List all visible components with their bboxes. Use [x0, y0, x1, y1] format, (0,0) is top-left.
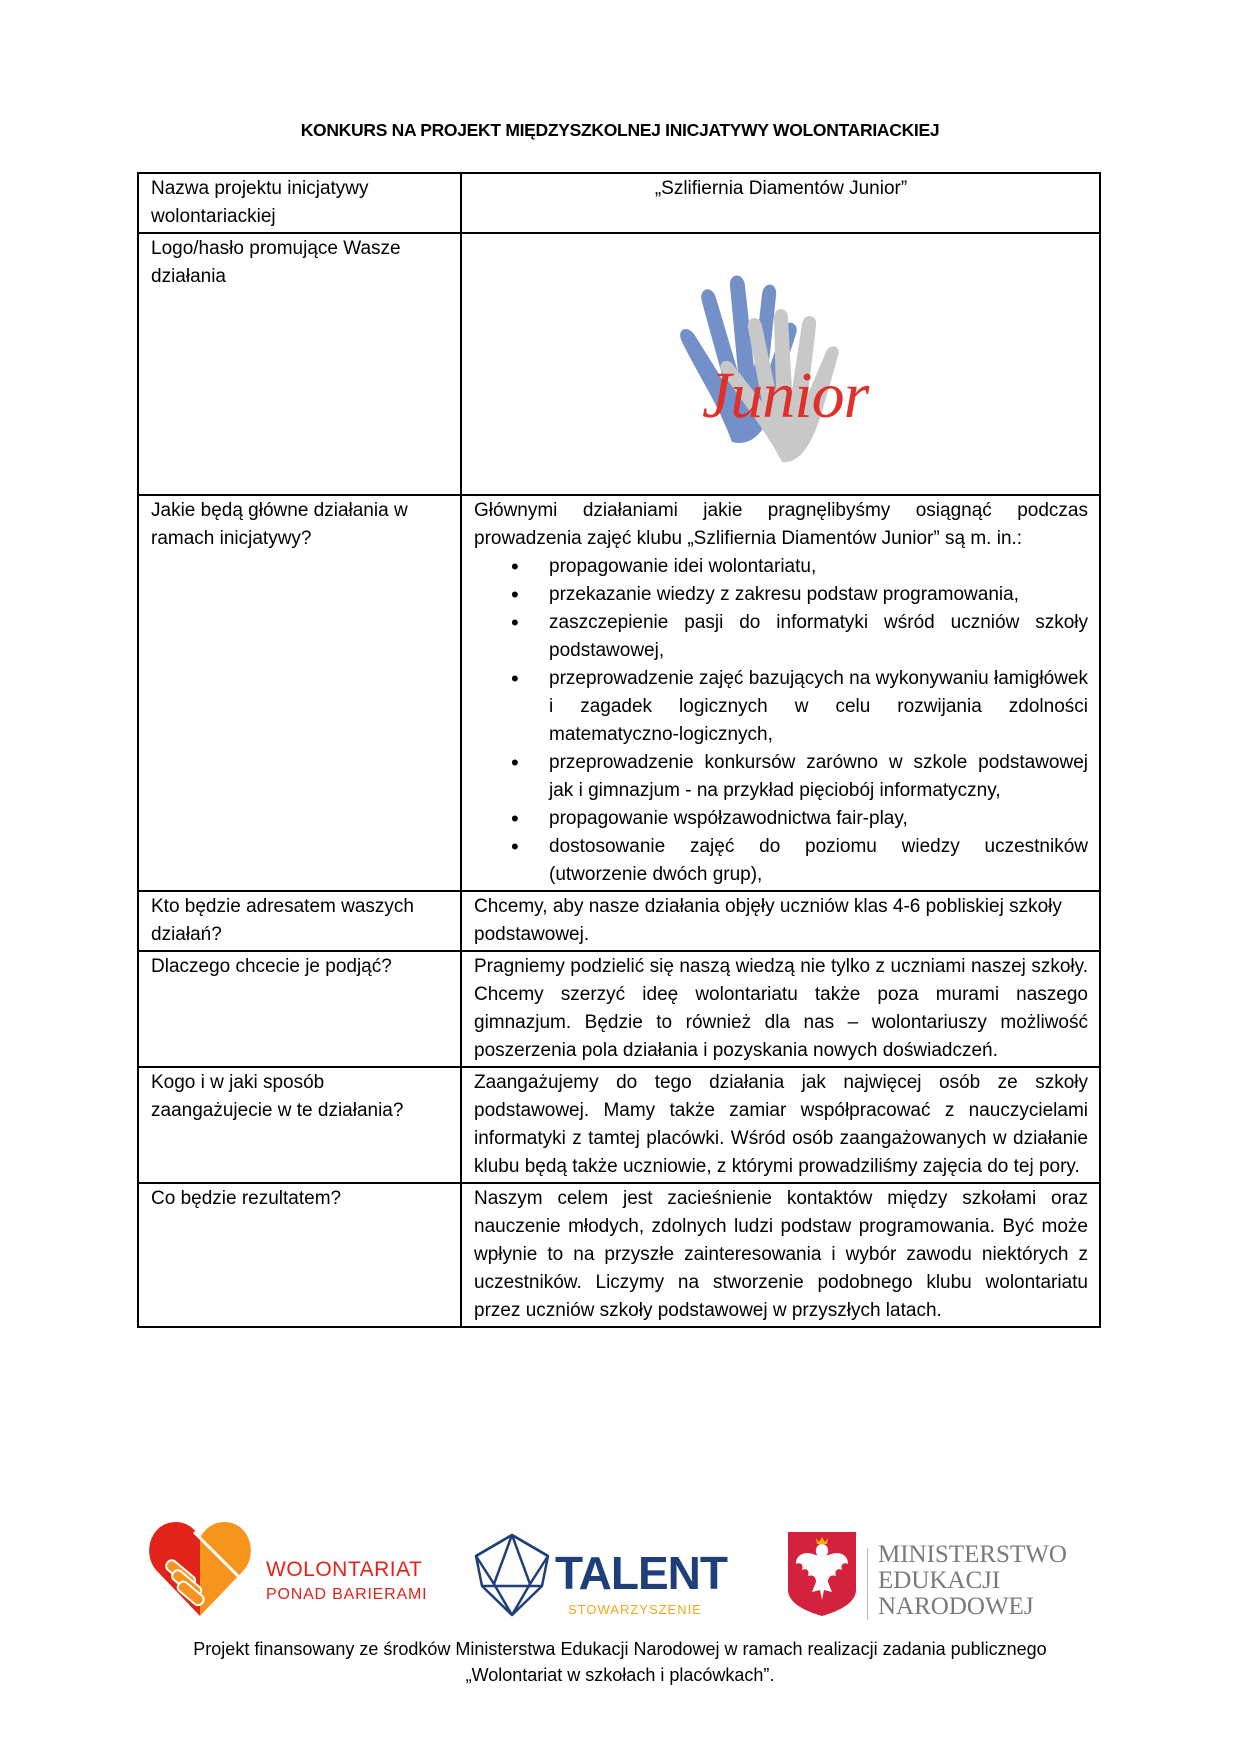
table-row [138, 1067, 1100, 1183]
question-cell: Kogo i w jaki sposób zaangażujecie w te działania? [138, 1067, 461, 1183]
table-row [138, 233, 1100, 495]
list-item: • dostosowanie zajęć do poziomu wiedzy uczestników (utworzenie dwóch grup), [549, 833, 1088, 889]
question-cell: Jakie będą główne działania w ramach inicjatywy? [138, 495, 461, 891]
men-separator [867, 1548, 868, 1620]
answer-cell [461, 495, 1100, 891]
talent-subtitle: STOWARZYSZENIE [568, 1602, 702, 1617]
project-form-table [137, 172, 1101, 1328]
men-line3: NARODOWEJ [878, 1593, 1034, 1620]
list-item: • przeprowadzenie konkursów zarówno w szkole podstawowej jak i gimnazjum - na przykład pięciobój informatyczny, [549, 749, 1088, 805]
question-cell: Co będzie rezultatem? [138, 1183, 461, 1327]
table-row [138, 951, 1100, 1067]
sponsor-logos [0, 1518, 1240, 1628]
talent-title: TALENT [555, 1547, 728, 1599]
list-item: • propagowanie idei wolontariatu, [549, 553, 1088, 581]
activities-intro: Głównymi działaniami jakie pragnęlibyśmy osiągnąć podczas prowadzenia zajęć klubu „Szlifiernia Diamentów Junior” są m. in.: [474, 500, 1088, 549]
list-item: • propagowanie współzawodnictwa fair-play, [549, 805, 1088, 833]
question-cell: Nazwa projektu inicjatywy wolontariackiej [138, 173, 461, 233]
wolontariat-title: WOLONTARIAT [266, 1558, 423, 1581]
table-row [138, 495, 1100, 891]
funding-note-line2: „Wolontariat w szkołach i placówkach”. [465, 1665, 775, 1685]
men-line1: MINISTERSTWO [878, 1541, 1067, 1568]
document-title: KONKURS NA PROJEKT MIĘDZYSZKOLNEJ INICJATYWY WOLONTARIACKIEJ [300, 120, 940, 140]
logo-cell [461, 233, 1100, 495]
diamond-icon [472, 1532, 552, 1618]
list-item: • przeprowadzenie zajęć bazujących na wykonywaniu łamigłówek i zagadek logicznych w celu rozwijania zdolności matematyczno-logicznych, [549, 665, 1088, 749]
project-name-cell: „Szlifiernia Diamentów Junior” [461, 173, 1100, 233]
table-row [138, 1183, 1100, 1327]
men-text [878, 1542, 1067, 1620]
funding-note [0, 1636, 1240, 1688]
question-cell: Logo/hasło promujące Wasze działania [138, 233, 461, 495]
white-eagle-emblem-icon [786, 1530, 858, 1618]
junior-hands-logo [662, 272, 922, 472]
funding-note-line1: Projekt finansowany ze środków Ministerstwa Edukacji Narodowej w ramach realizacji zadania publicznego [193, 1639, 1047, 1659]
logo-junior-text: Junior [702, 359, 869, 432]
list-item: • zaszczepienie pasji do informatyki wśród uczniów szkoły podstawowej, [549, 609, 1088, 665]
table-row [138, 891, 1100, 951]
question-cell: Dlaczego chcecie je podjąć? [138, 951, 461, 1067]
wolontariat-subtitle: PONAD BARIERAMI [266, 1586, 428, 1603]
table-row [138, 173, 1100, 233]
wolontariat-logo [148, 1518, 448, 1628]
list-item: • przekazanie wiedzy z zakresu podstaw programowania, [549, 581, 1088, 609]
handshake-heart-icon [148, 1518, 253, 1618]
answer-cell: Naszym celem jest zacieśnienie kontaktów między szkołami oraz nauczenie młodych, zdolnych ludzi podstaw programowania. Być może wpłynie to na przyszłe zainteresowania i wybór zawodu niektórych z uczestników. Liczymy na stworzenie podobnego klubu wolontariatu przez uczniów szkoły podstawowej w przyszłych latach. [461, 1183, 1100, 1327]
answer-cell: Zaangażujemy do tego działania jak najwięcej osób ze szkoły podstawowej. Mamy także zamiar współpracować z nauczycielami informatyki z tamtej placówki. Wśród osób zaangażowanych w działanie klubu będą także uczniowie, z którymi prowadziliśmy zajęcia do tej pory. [461, 1067, 1100, 1183]
men-line2: EDUKACJI [878, 1567, 1001, 1594]
talent-logo [472, 1532, 552, 1623]
answer-cell: Chcemy, aby nasze działania objęły uczniów klas 4-6 pobliskiej szkoły podstawowej. [461, 891, 1100, 951]
activities-list [474, 553, 1088, 889]
answer-cell: Pragniemy podzielić się naszą wiedzą nie tylko z uczniami naszej szkoły. Chcemy szerzyć ideę wolontariatu także poza murami naszego gimnazjum. Będzie to również dla nas – wolontariuszy możliwość poszerzenia pola działania i pozyskania nowych doświadczeń. [461, 951, 1100, 1067]
men-emblem [786, 1530, 858, 1623]
question-cell: Kto będzie adresatem waszych działań? [138, 891, 461, 951]
